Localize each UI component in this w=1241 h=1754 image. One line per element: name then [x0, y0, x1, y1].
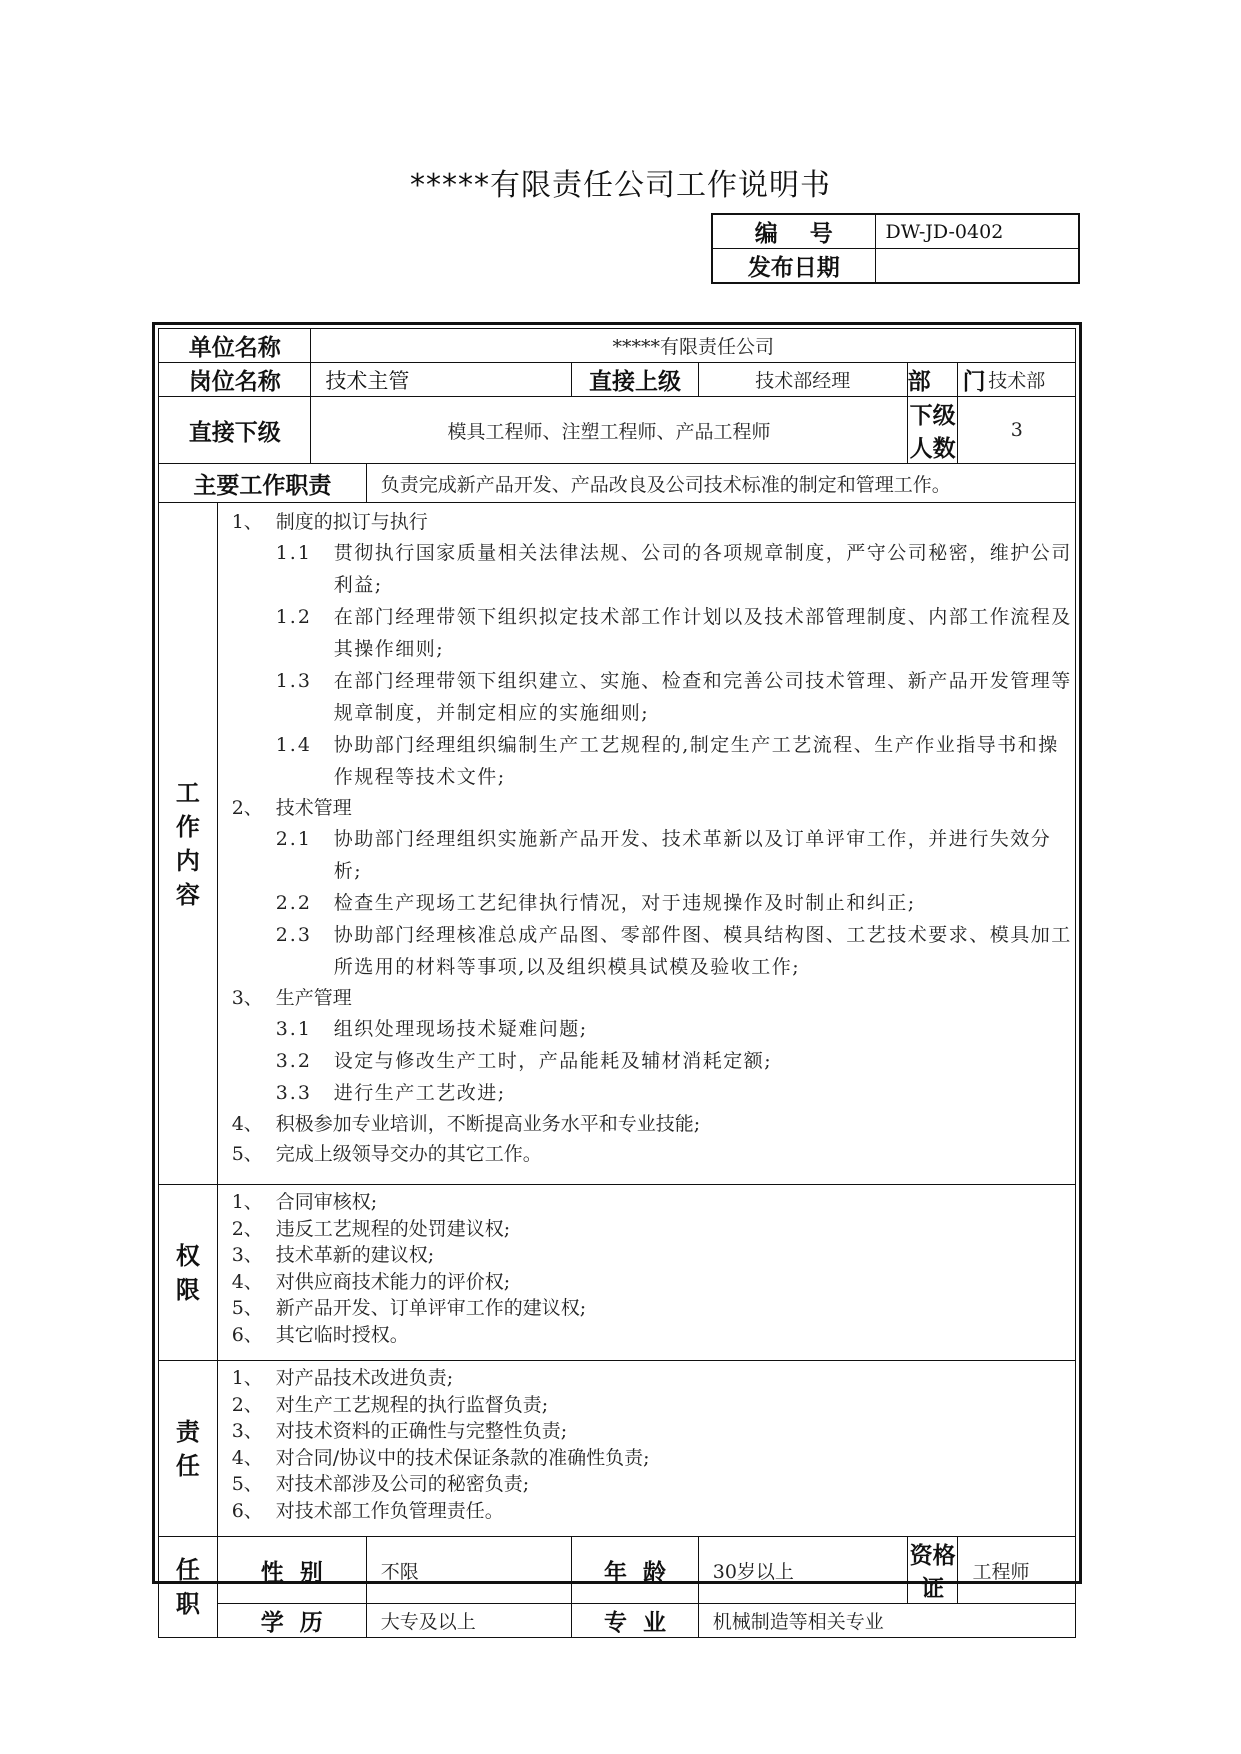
list-item: 1、 制度的拟订与执行 [231, 511, 428, 533]
unit-name-label: 单位名称 [159, 329, 311, 363]
position-name-label: 岗位名称 [159, 363, 311, 397]
age-value: 30岁以上 [698, 1537, 907, 1604]
list-item: 5、 对技术部涉及公司的秘密负责; [231, 1473, 530, 1495]
list-item: 6、 其它临时授权。 [231, 1323, 409, 1346]
list-item: 4、 对合同/协议中的技术保证条款的准确性负责; [231, 1446, 650, 1469]
list-item: 4、 对供应商技术能力的评价权; [231, 1270, 511, 1293]
authority-label-char: 权 [175, 1241, 200, 1270]
list-item: 3、 生产管理 [231, 987, 352, 1009]
certificate-value: 工程师 [958, 1537, 1076, 1604]
list-item: 4、 积极参加专业培训，不断提高业务水平和专业技能; [231, 1113, 701, 1135]
education-value: 大专及以上 [366, 1604, 572, 1638]
subordinate-count-value: 3 [958, 397, 1076, 464]
work-content-label-char: 作 [175, 812, 200, 841]
publish-date-label: 发布日期 [712, 249, 875, 284]
department-value: 技术部 [958, 363, 1076, 397]
gender-value: 不限 [366, 1537, 572, 1604]
direct-superior-label: 直接上级 [572, 363, 698, 397]
authority-list [217, 1185, 1075, 1361]
list-item: 2、 违反工艺规程的处罚建议权; [231, 1217, 511, 1240]
list-item: 5、 新产品开发、订单评审工作的建议权; [231, 1297, 587, 1319]
document-number-value: DW-JD-0402 [875, 214, 1079, 249]
work-content-label-char: 内 [175, 846, 200, 875]
responsibility-label-char: 责 [175, 1417, 200, 1446]
gender-label: 性 别 [217, 1537, 366, 1604]
department-label: 部 门 [907, 363, 958, 397]
list-item: 3.1 组织处理现场技术疑难问题; [275, 1018, 588, 1040]
document-meta-table [711, 213, 1080, 284]
major-label: 专 业 [572, 1604, 698, 1638]
document-number-label: 编 号 [712, 214, 875, 249]
responsibility-list [217, 1361, 1075, 1537]
work-content-label-char: 工 [175, 778, 200, 807]
list-item: 1、 对产品技术改进负责; [231, 1367, 454, 1389]
list-item: 2、 对生产工艺规程的执行监督负责; [231, 1393, 549, 1416]
unit-name-value: *****有限责任公司 [311, 329, 1076, 363]
list-item: 1.3 在部门经理带领下组织建立、实施、检查和完善公司技术管理、新产品开发管理等规章制度，并制定相应的实施细则; [275, 670, 1072, 724]
job-description-table [158, 328, 1076, 1638]
list-item: 5、 完成上级领导交办的其它工作。 [231, 1143, 542, 1165]
qualification-label-char: 职 [175, 1590, 200, 1618]
list-item: 3.2 设定与修改生产工时，产品能耗及辅材消耗定额; [275, 1050, 773, 1072]
list-item: 1、 合同审核权; [231, 1191, 378, 1213]
direct-superior-value: 技术部经理 [698, 363, 907, 397]
list-item: 2.3 协助部门经理核准总成产品图、零部件图、模具结构图、工艺技术要求、模具加工所选用的材料等事项,以及组织模具试模及验收工作; [275, 924, 1072, 978]
list-item: 2.1 协助部门经理组织实施新产品开发、技术革新以及订单评审工作，并进行失效分析; [275, 828, 1052, 882]
education-label: 学 历 [217, 1604, 366, 1638]
list-item: 1.2 在部门经理带领下组织拟定技术部工作计划以及技术部管理制度、内部工作流程及其操作细则; [275, 606, 1072, 660]
document-title: *****有限责任公司工作说明书 [410, 168, 831, 203]
authority-label [159, 1185, 218, 1361]
list-item: 2.2 检查生产现场工艺纪律执行情况，对于违规操作及时制止和纠正; [275, 892, 916, 914]
qualification-label-char: 任 [175, 1556, 200, 1584]
work-content-label-char: 容 [175, 880, 200, 909]
work-content-list [217, 503, 1075, 1185]
publish-date-value [875, 249, 1079, 284]
list-item: 3、 技术革新的建议权; [231, 1244, 435, 1266]
main-duty-value: 负责完成新产品开发、产品改良及公司技术标准的制定和管理工作。 [366, 464, 1075, 503]
list-item: 1.1 贯彻执行国家质量相关法律法规、公司的各项规章制度，严守公司秘密，维护公司利益; [275, 542, 1072, 596]
list-item: 3、 对技术资料的正确性与完整性负责; [231, 1420, 568, 1442]
list-item: 1.4 协助部门经理组织编制生产工艺规程的,制定生产工艺流程、生产作业指导书和操作规程等技术文件; [275, 734, 1059, 788]
certificate-label: 资格证 [907, 1537, 958, 1604]
direct-subordinate-label: 直接下级 [159, 397, 311, 464]
responsibility-label [159, 1361, 218, 1537]
subordinate-count-label: 下级人数 [907, 397, 958, 464]
authority-label-char: 限 [175, 1275, 200, 1304]
age-label: 年 龄 [572, 1537, 698, 1604]
position-name-value: 技术主管 [311, 363, 572, 397]
major-value: 机械制造等相关专业 [698, 1604, 1075, 1638]
direct-subordinate-value: 模具工程师、注塑工程师、产品工程师 [311, 397, 907, 464]
list-item: 6、 对技术部工作负管理责任。 [231, 1499, 504, 1522]
job-description-form [152, 322, 1082, 1636]
list-item: 2、 技术管理 [231, 797, 352, 819]
list-item: 3.3 进行生产工艺改进; [275, 1082, 506, 1104]
work-content-label [159, 503, 218, 1185]
qualification-label [159, 1537, 218, 1638]
main-duty-label: 主要工作职责 [159, 464, 367, 503]
responsibility-label-char: 任 [175, 1451, 200, 1480]
